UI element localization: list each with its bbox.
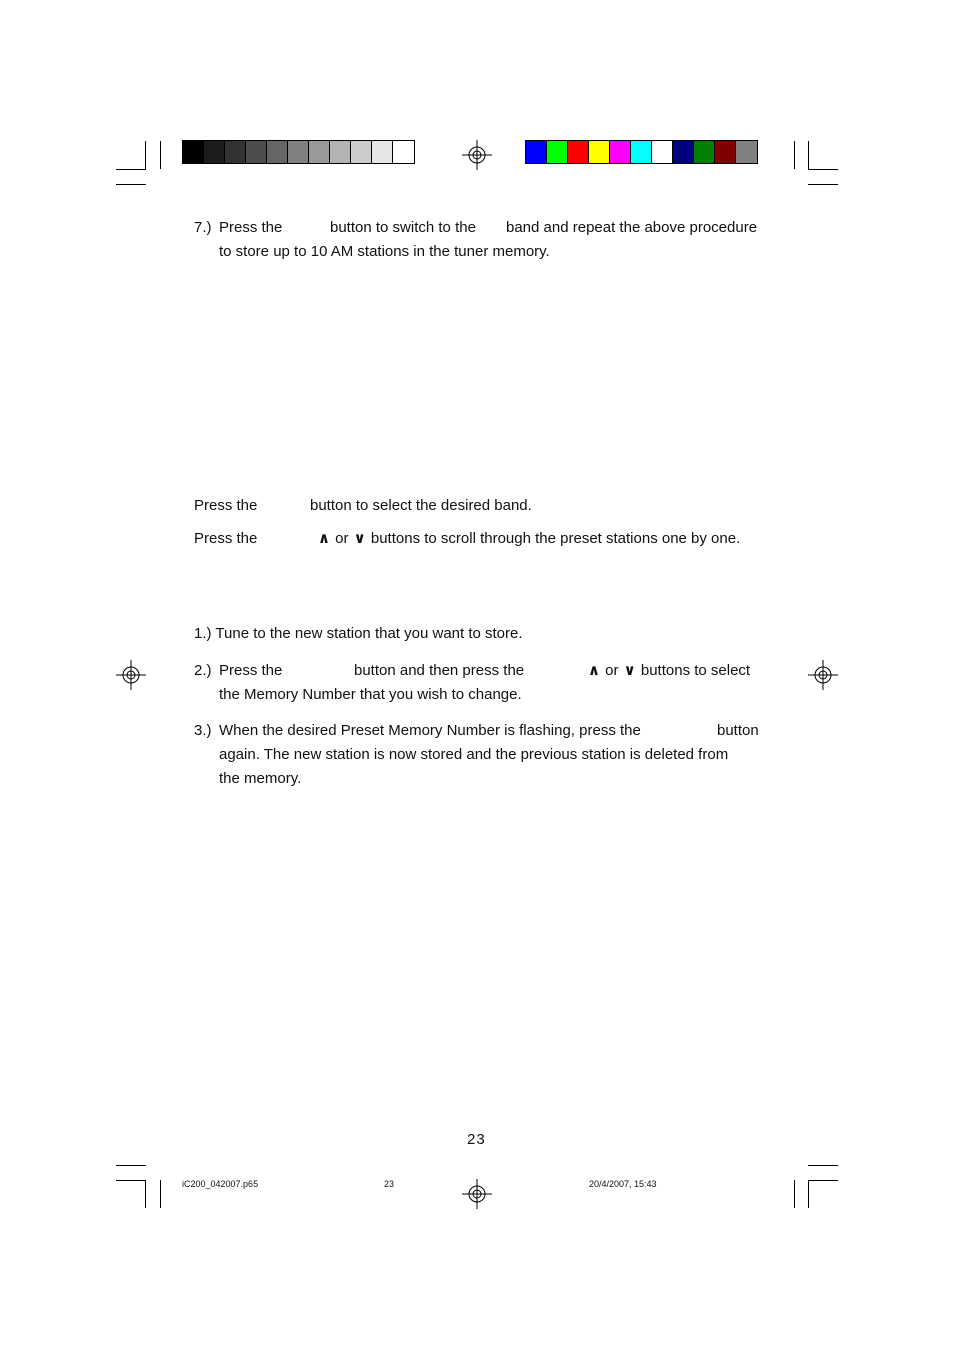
step7-text: Press the bbox=[219, 219, 283, 236]
step-number: 2.) bbox=[194, 662, 212, 679]
crop-mark bbox=[116, 1165, 146, 1166]
color-swatch bbox=[652, 141, 673, 163]
color-swatch bbox=[330, 141, 351, 163]
recall-arrows bbox=[317, 527, 740, 551]
color-swatch bbox=[631, 141, 652, 163]
crop-mark bbox=[116, 184, 146, 185]
color-swatch bbox=[372, 141, 393, 163]
color-swatch bbox=[673, 141, 694, 163]
replace-step1: 1.) Tune to the new station that you want to store. bbox=[194, 625, 523, 642]
registration-mark-icon bbox=[462, 140, 492, 170]
up-arrow-icon: ∧ bbox=[587, 662, 601, 679]
color-calibration-bar bbox=[525, 140, 758, 164]
crop-mark bbox=[808, 1165, 838, 1166]
crop-mark bbox=[794, 141, 795, 169]
color-swatch bbox=[610, 141, 631, 163]
replace-step3-text: When the desired Preset Memory Number is flashing, press the bbox=[219, 722, 641, 739]
color-swatch bbox=[183, 141, 204, 163]
down-arrow-icon: ∨ bbox=[353, 530, 366, 547]
color-swatch bbox=[351, 141, 372, 163]
crop-mark bbox=[116, 169, 146, 170]
color-swatch bbox=[736, 141, 757, 163]
crop-mark bbox=[808, 1180, 809, 1208]
replace-step2-text: button and then press the bbox=[354, 662, 525, 679]
crop-mark bbox=[160, 1180, 161, 1208]
recall-text: Press the bbox=[194, 497, 258, 514]
replace-step3-text: the memory. bbox=[219, 770, 302, 787]
crop-mark bbox=[145, 1180, 146, 1208]
step-number: 7.) bbox=[194, 219, 212, 236]
crop-mark bbox=[808, 169, 838, 170]
color-swatch bbox=[309, 141, 330, 163]
crop-mark bbox=[160, 141, 161, 169]
step7-text: button to switch to the bbox=[330, 219, 476, 236]
color-swatch bbox=[204, 141, 225, 163]
crop-mark bbox=[116, 1180, 146, 1181]
crop-mark bbox=[794, 1180, 795, 1208]
color-swatch bbox=[694, 141, 715, 163]
step-number: 3.) bbox=[194, 722, 212, 739]
footer-page: 23 bbox=[384, 1179, 395, 1189]
color-swatch bbox=[225, 141, 246, 163]
or-text: or bbox=[605, 662, 619, 679]
registration-mark-icon bbox=[116, 660, 146, 690]
step7-text: band and repeat the above procedure bbox=[506, 219, 758, 236]
footer-filename: iC200_042007.p65 bbox=[182, 1179, 259, 1189]
recall-text: button to select the desired band. bbox=[310, 497, 532, 514]
recall-text: buttons to scroll through the preset stations one by one. bbox=[370, 530, 741, 547]
color-swatch bbox=[589, 141, 610, 163]
replace-step3-text: button bbox=[717, 722, 759, 739]
crop-mark bbox=[145, 141, 146, 169]
color-swatch bbox=[393, 141, 414, 163]
color-swatch bbox=[715, 141, 736, 163]
replace-step3-text: again. The new station is now stored and the previous station is deleted from bbox=[219, 746, 729, 763]
crop-mark bbox=[808, 141, 809, 169]
color-swatch bbox=[547, 141, 568, 163]
color-swatch bbox=[568, 141, 589, 163]
replace-step2-arrows bbox=[587, 659, 750, 683]
up-arrow-icon: ∧ bbox=[317, 530, 331, 547]
grayscale-calibration-bar bbox=[182, 140, 415, 164]
color-swatch bbox=[246, 141, 267, 163]
color-swatch bbox=[526, 141, 547, 163]
recall-text: Press the bbox=[194, 530, 258, 547]
color-swatch bbox=[288, 141, 309, 163]
page-number: 23 bbox=[467, 1131, 486, 1148]
color-swatch bbox=[267, 141, 288, 163]
step7-text: to store up to 10 AM stations in the tuner memory. bbox=[219, 243, 550, 260]
registration-mark-icon bbox=[808, 660, 838, 690]
or-text: or bbox=[335, 530, 349, 547]
down-arrow-icon: ∨ bbox=[623, 662, 636, 679]
crop-mark bbox=[808, 184, 838, 185]
replace-step2-text: the Memory Number that you wish to change. bbox=[219, 686, 522, 703]
replace-step2-text: buttons to select bbox=[640, 662, 751, 679]
crop-mark bbox=[808, 1180, 838, 1181]
registration-mark-icon bbox=[462, 1179, 492, 1209]
replace-step2-text: Press the bbox=[219, 662, 283, 679]
footer-datetime: 20/4/2007, 15:43 bbox=[589, 1179, 657, 1189]
